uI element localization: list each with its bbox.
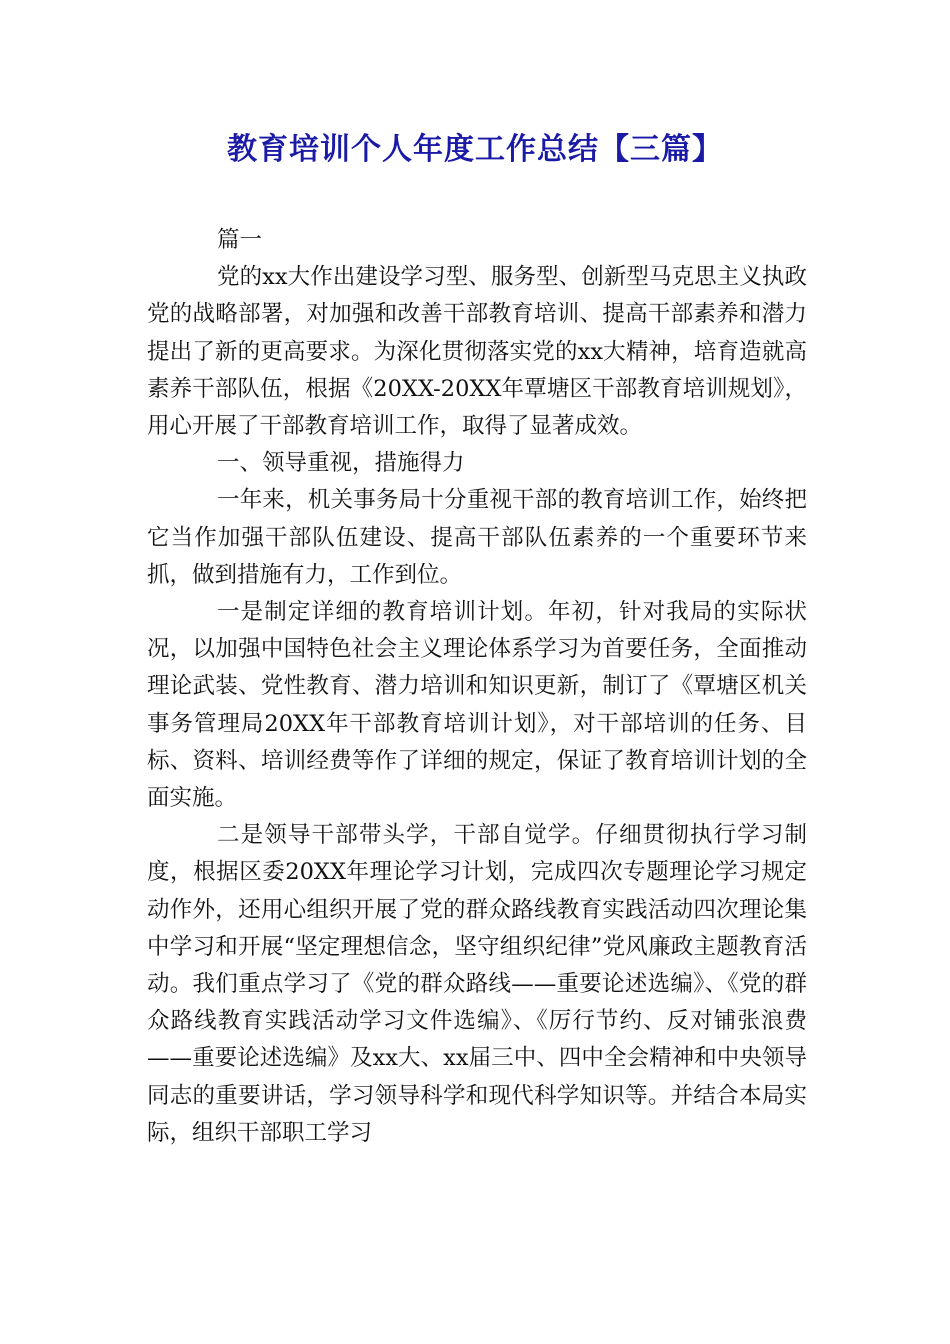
paragraph-training-plan: 一是制定详细的教育培训计划。年初，针对我局的实际状况，以加强中国特色社会主义理论体系学习为首要任务，全面推动理论武装、党性教育、潜力培训和知识更新，制订了《覃塘区机关事务管理局20XX年干部教育培训计划》，对干部培训的任务、目标、资料、培训经费等作了详细的规定，保证了教育培训计划的全面实施。 [147,599,807,812]
section-heading-leadership: 一、领导重视，措施得力 [217,450,465,477]
paragraph-leaders-study: 二是领导干部带头学，干部自觉学。仔细贯彻执行学习制度，根据区委20XX年理论学习计划，完成四次专题理论学习规定动作外，还用心组织开展了党的群众路线教育实践活动四次理论集中学习和开展“坚定理想信念，坚守组织纪律”党风廉政主题教育活动。我们重点学习了《党的群众路线——重要论述选编》、《党的群众路线教育实践活动学习文件选编》、《厉行节约、反对铺张浪费——重要论述选编》及xx大、xx届三中、四中全会精神和中央领导同志的重要讲话，学习领导科学和现代科学知识等。并结合本局实际，组织干部职工学习 [147,822,807,1146]
document-body [147,222,807,1152]
document-title: 教育培训个人年度工作总结【三篇】 [227,132,723,167]
paragraph-leadership-overview: 一年来，机关事务局十分重视干部的教育培训工作，始终把它当作加强干部队伍建设、提高干部队伍素养的一个重要环节来抓，做到措施有力，工作到位。 [147,487,807,588]
section-heading-part-one: 篇一 [217,227,263,253]
paragraph-intro: 党的xx大作出建设学习型、服务型、创新型马克思主义执政党的战略部署，对加强和改善干部教育培训、提高干部素养和潜力提出了新的更高要求。为深化贯彻落实党的xx大精神，培育造就高素养干部队伍，根据《20XX-20XX年覃塘区干部教育培训规划》，用心开展了干部教育培训工作，取得了显著成效。 [147,264,807,440]
